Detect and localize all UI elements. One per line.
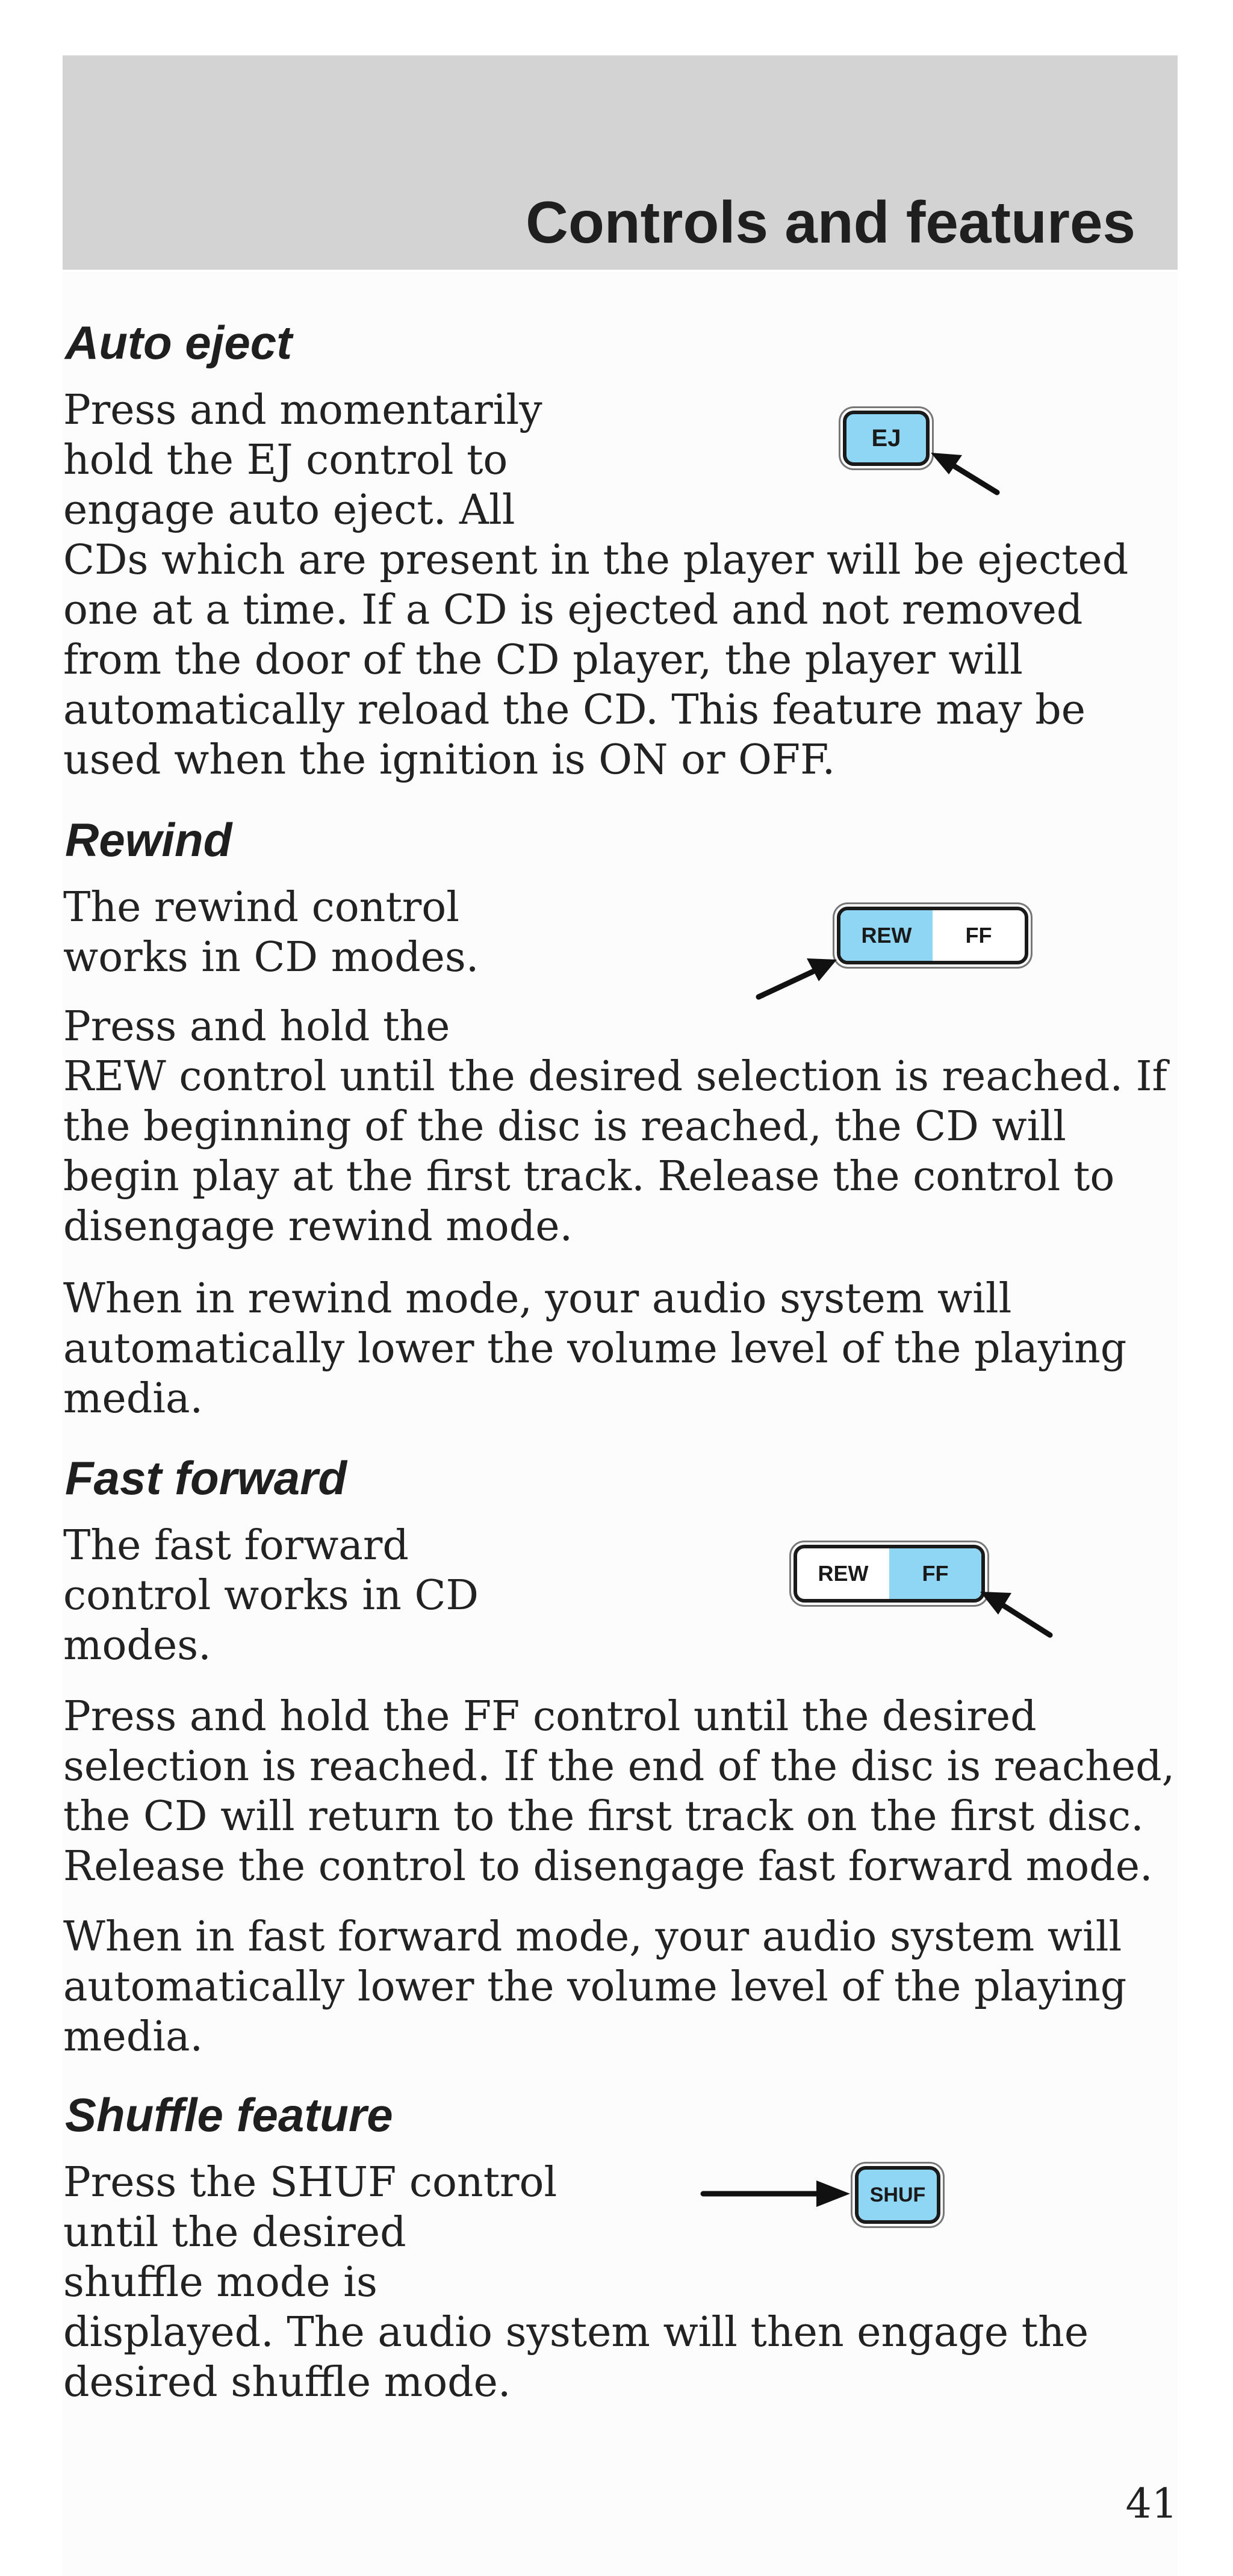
shuf-button-illustration (855, 2166, 940, 2224)
fast-forward-paragraph-2 (63, 1692, 1189, 1892)
text-line: until the desired (63, 2209, 406, 2256)
text-line: selection is reached. If the end of the disc is reached, (63, 1743, 1175, 1790)
text-line: the beginning of the disc is reached, the CD will (63, 1103, 1066, 1150)
page-number: 41 (1125, 2480, 1178, 2528)
section-heading-shuffle: Shuffle feature (65, 2088, 393, 2141)
text-line: The rewind control (63, 884, 459, 931)
text-line: Press and momentarily (63, 386, 542, 434)
text-line: shuffle mode is (63, 2259, 377, 2306)
text-line: begin play at the first track. Release the control to (63, 1153, 1115, 1200)
pointer-arrow-icon (975, 1583, 1060, 1643)
rewind-paragraph-3 (63, 1274, 1189, 1424)
text-line: When in fast forward mode, your audio system will (63, 1913, 1122, 1961)
rewind-paragraph-2 (63, 1002, 1189, 1252)
text-line: disengage rewind mode. (63, 1203, 573, 1250)
rew-half: REW (818, 1561, 869, 1586)
shuffle-paragraph (63, 2158, 1189, 2407)
rew-ff-button-illustration-rew-active (837, 907, 1028, 964)
rew-ff-button-illustration-ff-active (794, 1545, 985, 1603)
text-line: The fast forward (63, 1522, 409, 1569)
text-line: displayed. The audio system will then engage the (63, 2309, 1089, 2356)
text-line: desired shuffle mode. (63, 2359, 511, 2406)
text-line: automatically lower the volume level of the playing (63, 1963, 1127, 2011)
ej-button-label: EJ (871, 424, 901, 452)
text-line: media. (63, 1375, 203, 1423)
section-heading-auto-eject: Auto eject (65, 316, 293, 369)
shuf-button-label: SHUF (869, 2183, 926, 2206)
text-line: used when the ignition is ON or OFF. (63, 736, 836, 784)
text-line: hold the EJ control to (63, 436, 508, 484)
pointer-arrow-icon (753, 951, 843, 1005)
pointer-arrow-icon (698, 2176, 855, 2212)
ff-half: FF (889, 1548, 981, 1599)
text-line: from the door of the CD player, the player will (63, 636, 1023, 684)
text-line: REW control until the desired selection is reached. If (63, 1053, 1167, 1100)
text-line: Press and hold the (63, 1003, 450, 1051)
text-line: Press the SHUF control (63, 2159, 557, 2206)
text-line: control works in CD (63, 1572, 479, 1619)
text-line: Press and hold the FF control until the desired (63, 1693, 1037, 1740)
text-line: the CD will return to the first track on the first disc. (63, 1793, 1144, 1840)
fast-forward-paragraph-3 (63, 1912, 1189, 2062)
text-line: works in CD modes. (63, 934, 479, 981)
text-line: CDs which are present in the player will be ejected (63, 536, 1129, 584)
ff-half: FF (965, 923, 992, 948)
text-line: engage auto eject. All (63, 486, 515, 534)
text-line: automatically reload the CD. This feature may be (63, 686, 1085, 734)
section-heading-fast-forward: Fast forward (65, 1451, 347, 1504)
page-title: Controls and features (526, 189, 1135, 255)
auto-eject-paragraph (63, 385, 1189, 785)
text-line: media. (63, 2013, 203, 2061)
text-line: automatically lower the volume level of the playing (63, 1325, 1127, 1373)
rew-half: REW (840, 910, 933, 961)
text-line: Release the control to disengage fast forward mode. (63, 1843, 1153, 1890)
pointer-arrow-icon (927, 445, 1005, 500)
ej-button-illustration (843, 411, 930, 466)
text-line: When in rewind mode, your audio system will (63, 1275, 1012, 1323)
section-heading-rewind: Rewind (65, 813, 232, 866)
header-band (63, 55, 1178, 270)
text-line: one at a time. If a CD is ejected and not removed (63, 586, 1083, 634)
text-line: modes. (63, 1622, 211, 1669)
